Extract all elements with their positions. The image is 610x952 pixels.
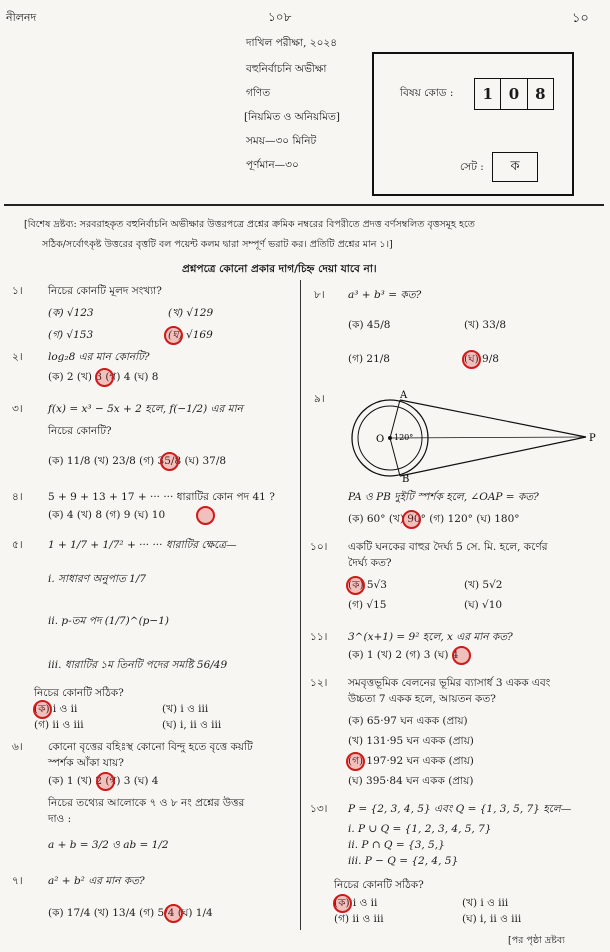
q5-option-c: (গ) ii ও iii	[34, 719, 84, 731]
q4-text: 5 + 9 + 13 + 17 + ··· ··· ধারাটির কোন পদ 41 ?	[48, 491, 275, 503]
set-label: সেট :	[460, 161, 484, 173]
code-digit-2: 0	[501, 79, 527, 109]
fig-angle-label: 120°	[394, 433, 414, 442]
q13-statement-ii: ii. P ∩ Q = {3, 5,}	[348, 839, 445, 851]
q1-text: নিচের কোনটি মূলদ সংখ্যা?	[48, 285, 162, 297]
q11-text: 3^(x+1) = 9² হলে, x এর মান কত?	[348, 631, 513, 643]
header-divider	[4, 204, 604, 206]
q10-number: ১০।	[310, 541, 328, 553]
q6-text-2: স্পর্শক আঁকা যায়?	[48, 757, 124, 769]
instruction-line-2: সঠিক/সর্বোৎকৃষ্ট উত্তরের বৃত্তটি বল পয়েন্ট কলম দ্বারা সম্পূর্ণ ভরাট কর। প্রতিটি প্রশ্নের মান ১।]	[42, 239, 393, 250]
q13-option-a: (ক) i ও ii	[334, 897, 378, 909]
answer-mark	[96, 772, 115, 791]
q9-options: (ক) 60° (খ) 90° (গ) 120° (ঘ) 180°	[348, 513, 520, 525]
exam-type: বহুনির্বাচনি অভীক্ষা	[246, 63, 327, 75]
q5-option-a: (ক) i ও ii	[34, 703, 78, 715]
q12-option-b: (খ) 131·95 ঘন একক (প্রায়)	[348, 735, 474, 747]
q3-text-1: f(x) = x³ − 5x + 2 হলে, f(−1/2) এর মান	[48, 403, 243, 415]
exam-name: দাখিল পরীক্ষা, ২০২৪	[246, 37, 338, 49]
page-number: ১০	[572, 11, 589, 26]
subject-code-cells	[474, 78, 554, 110]
q5-ask: নিচের কোনটি সঠিক?	[34, 687, 124, 699]
q1-option-d: (ঘ) √169	[168, 329, 213, 341]
code-box	[372, 52, 574, 196]
footer-note: [পর পৃষ্ঠা দ্রষ্টব্য	[508, 935, 565, 946]
q10-option-d: (ঘ) √10	[464, 599, 503, 611]
q13-statement-iii: iii. P − Q = {2, 4, 5}	[348, 855, 459, 867]
q3-text-2: নিচের কোনটি?	[48, 425, 112, 437]
q10-option-c: (গ) √15	[348, 599, 387, 611]
q6-text-1: কোনো বৃত্তের বহিঃস্থ কোনো বিন্দু হতে বৃত্তে কয়টি	[48, 741, 253, 753]
q8-option-b: (খ) 33/8	[464, 319, 507, 331]
q8-option-d: (ঘ) 9/8	[464, 353, 499, 365]
info-text-1: নিচের তথ্যের আলোকে ৭ ও ৮ নং প্রশ্নের উত্তর	[48, 797, 245, 809]
answer-mark	[346, 576, 365, 595]
instruction-line-1: [বিশেষ দ্রষ্টব্য: সরবরাহকৃত বহুনির্বাচনি অভীক্ষার উত্তরপত্রে প্রশ্নের ক্রমিক নম্বরের বিপরীতে প্রদত্ত বর্ণসম্বলিত বৃত্তসমূহ হতে	[24, 219, 475, 230]
q4-options: (ক) 4 (খ) 8 (গ) 9 (ঘ) 10	[48, 509, 166, 521]
answer-mark	[402, 510, 421, 529]
answer-mark	[196, 506, 215, 525]
answer-mark	[164, 326, 183, 345]
q5-option-b: (খ) i ও iii	[162, 703, 209, 715]
q12-text-2: উচ্চতা 7 একক হলে, আয়তন কত?	[348, 693, 496, 705]
q7-text: a² + b² এর মান কত?	[48, 875, 145, 887]
q12-option-c: (গ) 197·92 ঘন একক (প্রায়)	[348, 755, 474, 767]
q13-option-b: (খ) i ও iii	[462, 897, 509, 909]
q8-option-c: (গ) 21/8	[348, 353, 390, 365]
answer-mark	[164, 904, 183, 923]
q2-number: ২।	[12, 351, 23, 363]
q4-number: ৪।	[12, 491, 23, 503]
q11-options: (ক) 1 (খ) 2 (গ) 3 (ঘ) 4	[348, 649, 459, 661]
warning-text: প্রশ্নপত্রে কোনো প্রকার দাগ/চিহ্ন দেয়া যাবে না।	[182, 263, 377, 275]
q13-text: P = {2, 3, 4, 5} এবং Q = {1, 3, 5, 7} হলে—	[348, 803, 572, 815]
q2-text: log₂8 এর মান কোনটি?	[48, 351, 150, 363]
full-marks: পূর্ণমান—৩০	[246, 159, 299, 171]
q13-statement-i: i. P ∪ Q = {1, 2, 3, 4, 5, 7}	[348, 823, 492, 835]
time-allowed: সময়—৩০ মিনিট	[246, 135, 317, 147]
q9-text: PA ও PB দুইটি স্পর্শক হলে, ∠OAP = কত?	[348, 491, 539, 503]
column-divider	[300, 280, 301, 930]
fig-label-b: B	[402, 474, 410, 482]
regularity: [নিয়মিত ও অনিয়মিত]	[244, 111, 341, 123]
q7-number: ৭।	[12, 875, 23, 887]
q8-text: a³ + b³ = কত?	[348, 289, 422, 301]
q10-option-a: (ক) 5√3	[348, 579, 387, 591]
q5-number: ৫।	[12, 539, 23, 551]
q13-ask: নিচের কোনটি সঠিক?	[334, 879, 424, 891]
q5-statement-iii: iii. ধারাটির ১ম তিনটি পদের সমষ্টি 56/49	[48, 659, 228, 671]
q7-options: (ক) 17/4 (খ) 13/4 (গ) 5/4 (ঘ) 1/4	[48, 907, 213, 919]
set-value: ক	[492, 152, 538, 182]
q13-option-c: (গ) ii ও iii	[334, 913, 384, 925]
q3-number: ৩।	[12, 403, 23, 415]
q8-number: ৮।	[314, 289, 325, 301]
q6-number: ৬।	[12, 741, 23, 753]
q5-statement-ii: ii. p-তম পদ (1/7)^(p−1)	[48, 615, 169, 627]
q13-option-d: (ঘ) i, ii ও iii	[462, 913, 522, 925]
q10-text-1: একটি ঘনকের বাহুর দৈর্ঘ্য 5 সে. মি. হলে, কর্ণের	[348, 541, 548, 553]
info-equation: a + b = 3/2 ও ab = 1/2	[48, 839, 169, 851]
q5-option-d: (ঘ) i, ii ও iii	[162, 719, 222, 731]
center-code: ১০৮	[268, 10, 292, 24]
subject-code-label: বিষয় কোড :	[400, 87, 454, 99]
answer-mark	[33, 700, 52, 719]
answer-mark	[452, 646, 471, 665]
answer-mark	[462, 350, 481, 369]
tangent-figure	[330, 390, 600, 482]
code-digit-3: 8	[535, 85, 546, 103]
q13-number: ১৩।	[310, 803, 328, 815]
q6-options: (ক) 1 (খ) 2 (গ) 3 (ঘ) 4	[48, 775, 159, 787]
info-text-2: দাও :	[48, 813, 72, 825]
q2-options: (ক) 2 (খ) 3 (গ) 4 (ঘ) 8	[48, 371, 159, 383]
board-name: নীলনদ	[6, 11, 37, 24]
subject-name: গণিত	[246, 87, 271, 99]
q5-text: 1 + 1/7 + 1/7² + ··· ··· ধারাটির ক্ষেত্রে—	[48, 539, 237, 551]
q12-option-d: (ঘ) 395·84 ঘন একক (প্রায়)	[348, 775, 474, 787]
fig-label-o: O	[376, 434, 385, 445]
q5-statement-i: i. সাধারণ অনুপাত 1/7	[48, 573, 147, 585]
q10-text-2: দৈর্ঘ্য কত?	[348, 557, 392, 569]
fig-label-a: A	[400, 390, 408, 401]
answer-mark	[346, 752, 365, 771]
q1-option-a: (ক) √123	[48, 307, 94, 319]
q12-number: ১২।	[310, 677, 328, 689]
answer-mark	[333, 894, 352, 913]
q8-option-a: (ক) 45/8	[348, 319, 391, 331]
q12-option-a: (ক) 65·97 ঘন একক (প্রায়)	[348, 715, 468, 727]
q1-option-c: (গ) √153	[48, 329, 94, 341]
q12-text-1: সমবৃত্তভূমিক বেলনের ভূমির ব্যাসার্ধ 3 একক এবং	[348, 677, 551, 689]
q1-option-b: (খ) √129	[168, 307, 214, 319]
answer-mark	[95, 368, 114, 387]
fig-label-p: P	[589, 433, 596, 444]
code-digit-1: 1	[475, 79, 501, 109]
q9-number: ৯।	[314, 393, 325, 405]
q1-number: ১।	[12, 285, 23, 297]
q11-number: ১১।	[310, 631, 328, 643]
q10-option-b: (খ) 5√2	[464, 579, 503, 591]
answer-mark	[160, 452, 179, 471]
q3-options: (ক) 11/8 (খ) 23/8 (গ) 35/8 (ঘ) 37/8	[48, 455, 227, 467]
